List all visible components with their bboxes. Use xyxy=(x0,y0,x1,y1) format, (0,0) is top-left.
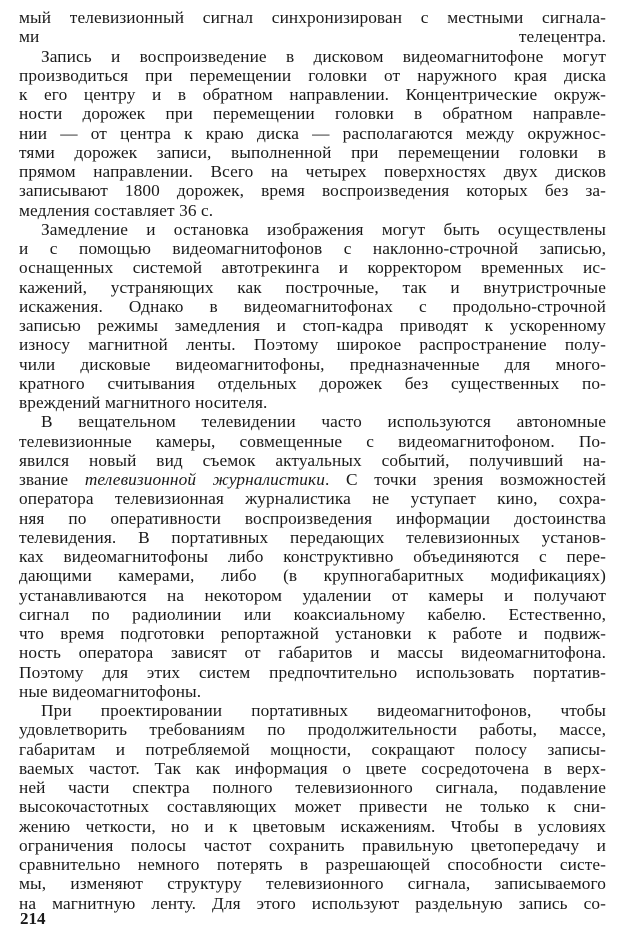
text-line: тями дорожек записи, выполненной при перемещении головки в xyxy=(19,142,606,162)
text-line: Запись и воспроизведение в дисковом видеомагнитофоне могут xyxy=(41,46,606,66)
text-line: записью режимы замедления и стоп-кадра приводят к ускоренному xyxy=(19,316,606,335)
text-line: габаритам и потребляемой мощности, сокращают полосу записы- xyxy=(19,739,606,759)
text-line: звание телевизионной журналистики. С точки зрения возможностей xyxy=(19,470,606,489)
text-line: мы, изменяют структуру телевизионного сигнала, записываемого xyxy=(19,874,606,894)
text-line: что время подготовки репортажной установки к работе и подвиж- xyxy=(19,624,606,643)
text-line: на магнитную ленту. Для этого используют раздельную запись со- xyxy=(19,893,606,913)
body-text xyxy=(19,8,606,913)
text-line: При проектировании портативных видеомагнитофонов, чтобы xyxy=(41,701,606,720)
paragraph xyxy=(19,8,606,47)
text-line: Замедление и остановка изображения могут быть осуществлены xyxy=(41,219,606,239)
text-line: удовлетворить требованиям по продолжительности работы, массе, xyxy=(19,720,606,740)
text-line: оператора телевизионная журналистика не уступает кино, сохра- xyxy=(19,489,606,509)
text-line: ограничения полосы частот сохранить правильную цветопередачу и xyxy=(19,835,606,855)
text-line: к его центру и в обратном направлении. Концентрические окруж- xyxy=(19,85,606,104)
text-line: сигнал по радиолинии или коаксиальному кабелю. Естественно, xyxy=(19,604,606,624)
text-line: и с помощью видеомагнитофонов с наклонно-строчной записью, xyxy=(19,239,606,258)
text-line: записывают 1800 дорожек, время воспроизведения которых без за- xyxy=(19,181,606,201)
text-line: Поэтому для этих систем предпочтительно использовать портатив- xyxy=(19,662,606,682)
text-line: явился новый вид съемок актуальных событий, получивший на- xyxy=(19,450,606,470)
text-line: ность оператора зависят от габаритов и массы видеомагнитофона. xyxy=(19,643,606,663)
text-line: сравнительно немного потерять в разрешающей способности систе- xyxy=(19,855,606,874)
text-line: медления составляет 36 с. xyxy=(19,200,214,220)
text-line: высокочастотных составляющих может привести не только к сни- xyxy=(19,797,606,817)
text-line: устанавливаются на некотором удалении от камеры и получают xyxy=(19,585,606,605)
text-line: кратного считывания отдельных дорожек без существенных по- xyxy=(19,373,606,393)
text-line: В вещательном телевидении часто используются автономные xyxy=(41,412,606,432)
text-line: производиться при перемещении головки от наружного края диска xyxy=(19,65,606,85)
text-line: чили дисковые видеомагнитофоны, предназначенные для много- xyxy=(19,354,606,374)
text-line: телевизионные камеры, совмещенные с видеомагнитофоном. По- xyxy=(19,431,606,451)
text-line: вреждений магнитного носителя. xyxy=(19,393,268,412)
text-line: ваемых частот. Так как информация о цвете сосредоточена в верх- xyxy=(19,758,606,778)
text-line: жению четкости, но и к цветовым искажениям. Чтобы в условиях xyxy=(19,816,606,836)
text-line: износу магнитной ленты. Поэтому широкое распространение полу- xyxy=(19,335,606,355)
text-line: оснащенных системой автотрекинга и корректором временных ис- xyxy=(19,258,606,278)
text-line: кажений, устраняющих как построчные, так и внутристрочные xyxy=(19,277,606,297)
text-line: телевидения. В портативных передающих телевизионных установ- xyxy=(19,527,606,547)
paragraph xyxy=(19,47,606,220)
paragraph xyxy=(19,412,606,701)
text-line: ней части спектра полного телевизионного сигнала, подавление xyxy=(19,778,606,797)
italic-term: телевизионной журналистики xyxy=(84,470,325,489)
text-line: ми телецентра. xyxy=(19,27,606,47)
text-line: ные видеомагнитофоны. xyxy=(19,681,202,701)
text-line: мый телевизионный сигнал синхронизирован с местными сигнала- xyxy=(19,8,606,27)
paragraph xyxy=(19,220,606,413)
paragraph xyxy=(19,701,606,913)
text-line: нии — от центра к краю диска — располагаются между окружнос- xyxy=(19,123,606,143)
text-line: искажения. Однако в видеомагнитофонах с продольно-строчной xyxy=(19,296,606,316)
text-line: дающими камерами, либо (в крупногабаритных модификациях) xyxy=(19,566,606,586)
text-line: прямом направлении. Всего на четырех поверхностях двух дисков xyxy=(19,162,606,181)
text-line: ках видеомагнитофоны либо конструктивно объединяются с пере- xyxy=(19,547,606,566)
text-line: няя по оперативности воспроизведения информации достоинства xyxy=(19,508,606,528)
text-line: ности дорожек при перемещении головки в обратном направле- xyxy=(19,104,606,124)
page-number: 214 xyxy=(20,909,46,928)
